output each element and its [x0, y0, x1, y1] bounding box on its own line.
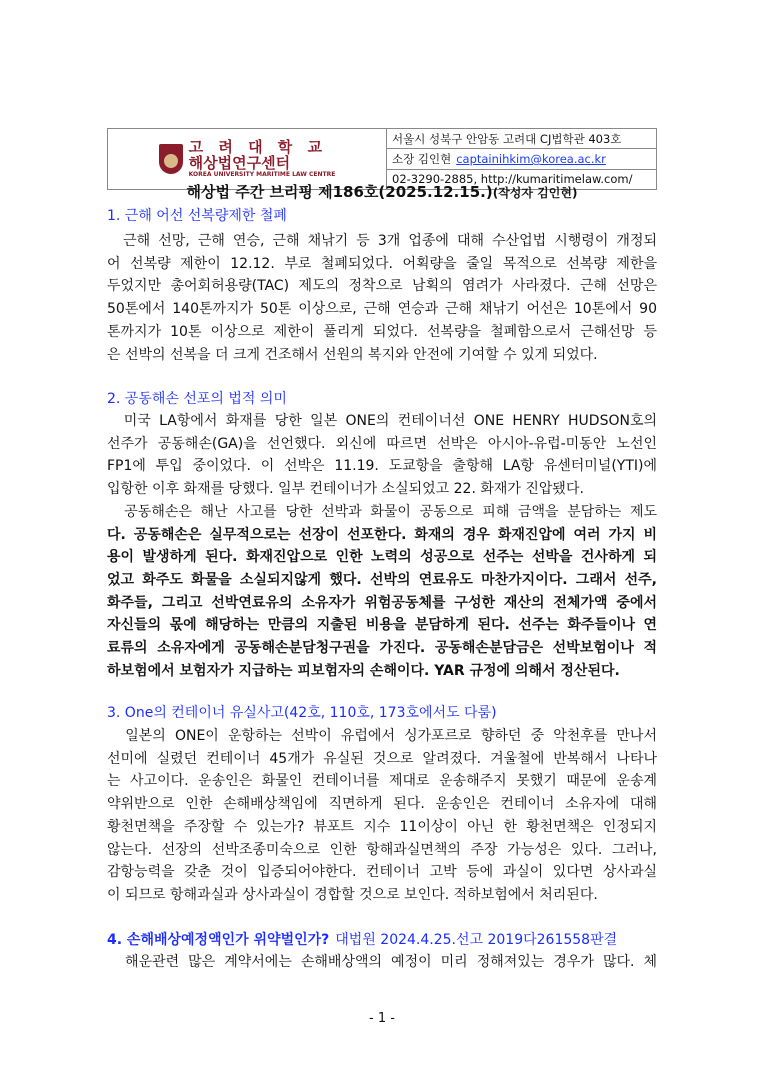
paragraph-line: 은 선박의 선복을 더 크게 건조해서 선원의 복지와 안전에 기여할 수 있게 되었다.	[107, 346, 598, 363]
paragraph-line: 어 선복량 제한이 12.12. 부로 철폐되었다. 어획량을 줄일 목적으로 선복량 제한을	[107, 255, 657, 272]
paragraph-line: 하보험에서 보험자가 지급하는 피보험자의 손해이다. YAR 규정에 의해서 정산된다.	[107, 662, 620, 679]
paragraph-line: 료류의 소유자에게 공동해손분담청구권을 가진다. 공동해손분담금은 선박보험이나 적	[107, 640, 657, 656]
paragraph-line: 톤까지가 10톤 이상으로 제한이 풀리게 되었다. 선복량을 철폐함으로서 근해선망 등	[107, 323, 657, 340]
page-title: 해상법 주간 브리핑 제186호(2025.12.15.)(작성자 김인현)	[186, 183, 578, 201]
address: 서울시 성북구 안암동 고려대 CJ법학관 403호	[387, 129, 656, 149]
paragraph-line: 용이 발생하게 된다. 화재진압으로 인한 노력의 성공으로 선주는 선박을 건사하게 되	[107, 549, 657, 566]
center-name-en: KOREA UNIVERSITY MARITIME LAW CENTRE	[188, 170, 336, 178]
email-link[interactable]: captainihkim@korea.ac.kr	[456, 151, 606, 166]
section-heading: 2. 공동해손 선포의 법적 의미	[107, 391, 287, 407]
paragraph-line: 두었지만 총어회허용량(TAC) 제도의 정착으로 남획의 염려가 사라졌다. 근해 선망은	[107, 278, 657, 295]
paragraph-line: 었고 화주도 화물을 소실되지않게 했다. 선박의 연료유도 마찬가지이다. 그래서 선주,	[107, 571, 657, 588]
paragraph-line: 감항능력을 갖춘 것이 입증되어야한다. 컨테이너 고박 등에 과실이 있다면 상사과실	[107, 864, 657, 881]
section-heading: 1. 근해 어선 선복량제한 철폐	[107, 208, 287, 224]
paragraph-line: 않는다. 선장의 선박조종미숙으로 인한 항해과실면책의 주장 가능성은 있다. 그러나,	[107, 841, 657, 858]
paragraph-line: 자신들의 몫에 해당하는 만큼의 지출된 비용을 분담하게 된다. 선주는 화주들이나 연	[107, 617, 657, 634]
section-heading: 3. One의 컨테이너 유실사고(42호, 110호, 173호에서도 다룸)	[107, 705, 497, 721]
paragraph-line: 공동해손은 해난 사고를 당한 선박과 화물이 공동으로 피해 금액을 분담하는 제도	[107, 503, 657, 520]
univ-name: 고 려 대 학 교	[188, 138, 327, 157]
paragraph-line: 선주가 공동해손(GA)을 선언했다. 외신에 따르면 선박은 아시아-유럽-미동안 노선인	[107, 435, 657, 452]
paragraph-line: 선미에 실렸던 컨테이너 45개가 유실된 것으로 알려졌다. 겨울철에 반복해서 나타나	[107, 750, 657, 767]
author: (작성자 김인현)	[492, 186, 578, 200]
phone-url: 02-3290-2885, http://kumaritimelaw.com/	[392, 172, 633, 187]
paragraph-line: 미국 LA항에서 화재를 당한 일본 ONE의 컨테이너선 ONE HENRY HUDSON호의	[107, 413, 657, 429]
paragraph-line: 황천면책을 주장할 수 있는가? 뷰포트 지수 11이상이 아닌 한 황천면책은 인정되지	[107, 818, 657, 835]
paragraph-line: 이 되므로 항해과실과 상사과실이 경합할 것으로 보인다. 적하보험에서 처리된다.	[107, 886, 598, 903]
crest-icon	[159, 144, 183, 174]
section-heading: 4. 손해배상예정액인가 위약벌인가? 대법원 2024.4.25.선고 2019다261558판결	[107, 932, 618, 948]
paragraph-line: 약위반으로 인한 손해배상책임에 직면하게 된다. 운송인은 컨테이너 소유자에 대해	[107, 796, 657, 813]
page-number: - 1 -	[369, 1011, 395, 1026]
contact-info	[387, 129, 656, 189]
paragraph-line: 해운관련 많은 계약서에는 손해배상액의 예정이 미리 정해져있는 경우가 많다. 체	[107, 954, 657, 970]
paragraph-line: FP1에 투입 중이었다. 이 선박은 11.19. 도쿄항을 출항해 LA항 유센터미널(YTI)에	[107, 458, 657, 475]
center-name: 해상법연구센터	[188, 153, 291, 172]
paragraph-line: 다. 공동해손은 실무적으로는 선장이 선포한다. 화재의 경우 화재진압에 여러 가지 비	[107, 526, 657, 543]
director: 소장 김인현 captainihkim@korea.ac.kr	[387, 149, 656, 169]
paragraph-line: 일본의 ONE이 운항하는 선박이 유럽에서 싱가포르로 향하던 중 악천후를 만나서	[107, 728, 657, 744]
paragraph-line: 50톤에서 140톤까지가 50톤 이상으로, 근해 연승과 근해 채낚기 어선은 10톤에서 90	[107, 301, 657, 318]
paragraph-line: 근해 선망, 근해 연승, 근해 채낚기 등 3개 업종에 대해 수산업법 시행령이 개정되	[107, 233, 657, 249]
paragraph-line: 화주들, 그리고 선박연료유의 소유자가 위험공동체를 구성한 재산의 전체가액 중에서	[107, 594, 657, 611]
university-logo	[108, 129, 387, 189]
paragraph-line: 는 사고이다. 운송인은 화물인 컨테이너를 제대로 운송해주지 못했기 때문에 운송계	[107, 773, 657, 790]
paragraph-line: 입항한 이후 화재를 당했다. 일부 컨테이너가 소실되었고 22. 화재가 진압됐다.	[107, 481, 584, 498]
